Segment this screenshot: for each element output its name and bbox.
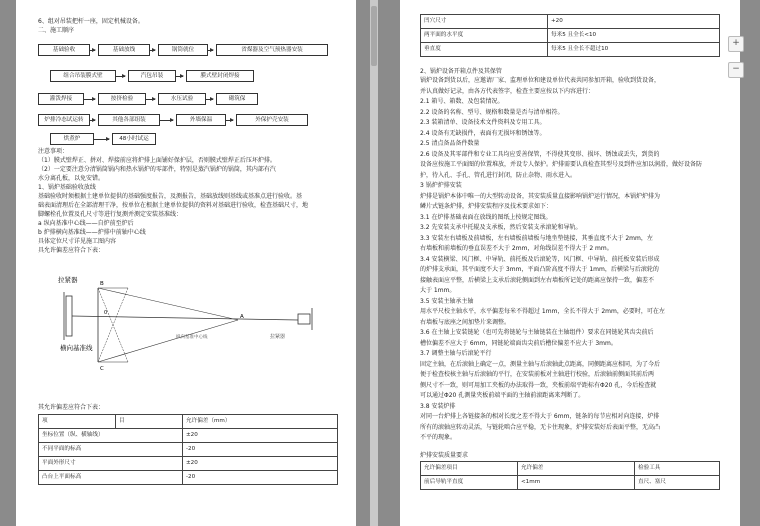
paragraph-line: 锅炉设备到货以后，应邀请厂家、监理单位和建设单位代表共同参加开箱，验收到货设备， (420, 77, 661, 84)
table-row (421, 29, 720, 43)
paragraph-line: 护，待入孔、手孔、管孔进行封闭，防止杂物、雨水进入。 (420, 171, 577, 179)
table-row (39, 471, 338, 485)
paragraph-line: 3.5 安装主轴承主轴 (420, 297, 474, 305)
document-page-left (16, 0, 356, 526)
paragraph-line: 固定主轴，在后滚轴上确定一点，测量主轴与后滚轴此点距离，同侧距离应相同，为了今后 (420, 360, 661, 368)
note-line: 水分离孔板，以免安错。 (38, 175, 105, 182)
table-cell: ±20 (183, 457, 338, 471)
flow-step-box: 省煤器及空气预热器安装 (216, 44, 328, 56)
label-puller-left: 拉紧器 (58, 276, 78, 284)
paragraph-line: 2.4 设备有无缺损件，表面有无损坏和锈蚀等。 (420, 129, 546, 137)
paragraph-line: 脚螺栓孔位置及孔尺寸等进行复测并测定安装基准线： (38, 211, 183, 218)
table-cell: -20 (183, 471, 338, 485)
scrollbar-thumb[interactable] (371, 6, 377, 66)
paragraph-line: 3 锅炉炉排安装 (420, 182, 462, 189)
flow-arrow (208, 50, 213, 51)
paragraph-line: 槽位偏差不应大于 6mm，同链轮端面齿尖前后槽位偏差不应大于 3mm。 (420, 339, 617, 347)
table-row (39, 457, 338, 471)
table-cell: ±20 (183, 429, 338, 443)
table-cell: 凹穴尺寸 (421, 15, 548, 29)
table-header-cell: 目 (116, 415, 183, 429)
table-cell: 不同平面的标高 (39, 443, 183, 457)
paragraph-line: 3.8 安装炉排 (420, 402, 456, 410)
table-header-row (39, 415, 338, 429)
flow-step-box: 基础验收 (38, 44, 90, 56)
paragraph-line: 对同一台炉排上各链接条的相对长度之差不得大于 6mm，链条的每节应相对向连接，炉排 (420, 413, 660, 420)
paragraph-line: 用水平尺校主轴水平，水平偏差每米不得超过 1mm，全长不得大于 2mm，必要时，可在左 (420, 308, 665, 315)
point-c-label: C (100, 366, 104, 372)
table-title: 炉排安装质量要求 (420, 452, 469, 459)
flow-step-box: 炉排冷态试运转 (38, 114, 90, 126)
point-o-label: 0 (104, 310, 108, 316)
paragraph-line: 2.5 清点备品备件数量 (420, 140, 480, 147)
zoom-in-button[interactable]: + (728, 36, 744, 52)
note-line: （2）一定要注意分清锅筒锅内和热水锅炉的零部件，特别是蒸汽锅炉的锅筒，其内部有汽 (38, 166, 276, 173)
section-heading: 二、施工顺序 (38, 27, 75, 34)
paragraph-line: 3.6 在主轴上安装链轮（也可先将链轮与主轴链装在主轴组件）要求在同链轮其齿尖前后 (420, 329, 654, 336)
notes-title: 注意事项： (38, 148, 69, 155)
table-header-cell: 项 (39, 415, 116, 429)
flow-arrow (116, 76, 125, 77)
table-cell: -20 (183, 443, 338, 457)
grate-quality-table (420, 461, 720, 490)
flow-arrow (176, 76, 183, 77)
table-row (421, 476, 720, 490)
table-header-cell: 允许偏差 (518, 462, 635, 476)
table-cell: 每米5 且全长<10 (548, 29, 720, 43)
paragraph-line: 便于检查校核主轴与后滚轴的平行，在安装前板对主轴进行校验，后滚轴前侧面其前后两 (420, 371, 655, 378)
note-line: （1）膜式壁焊正、拼对、焊接前应将炉排上面铺好保护层，否则膜式壁焊正后压坏炉排。 (38, 157, 276, 164)
tolerance-table-continued (420, 14, 720, 57)
table-cell: 垂直度 (421, 43, 548, 57)
section-title: 1、锅炉基础验收放线 (38, 184, 96, 191)
paragraph-line: 右墙板和前墙板的垂直误差不大于 2mm，对角线误差不得大于 2 mm。 (420, 245, 613, 252)
text-line: 6、组对吊装把杆一座，固定机械设备。 (38, 18, 144, 25)
paragraph-line: 3.2 先安装支承中托辊及支承板，然后安装支承滚轮和导轨。 (420, 224, 582, 231)
table-cell: 直尺、塞尺 (635, 476, 720, 490)
flow-step-box: 外墙保温 (176, 114, 226, 126)
flow-arrow (206, 99, 213, 100)
tolerance-table (38, 414, 338, 485)
flow-arrow (90, 50, 95, 51)
flow-arrow (94, 139, 109, 140)
section-title: 2、锅炉设备开箱点件及其保管 (420, 68, 502, 75)
paragraph-line: 具允许偏差应符合下表： (38, 247, 105, 254)
paragraph-line: 具体定位尺寸详见施工图内容 (38, 238, 117, 245)
paragraph-line: 基础验收时须根据土建单位提供的基础强度报告，及测报告，基础放线则基线或基准点进行验收。基 (38, 193, 303, 200)
flow-step-box: 组合吊装膜式壁 (50, 70, 116, 82)
baseline-diagram (38, 258, 338, 388)
paragraph-line: 3.7 调整主轴与后滚轮平行 (420, 350, 492, 357)
puller-right-block (298, 314, 310, 324)
flow-step-box: 外保护壳安装 (236, 114, 308, 126)
table-header-cell: 检验工具 (635, 462, 720, 476)
paragraph-line: 3.3 安装左右墙板及前墙板，左右墙板前墙板与地坐垫链接，其垂直度不大于 2mm，左 (420, 234, 653, 242)
paragraph-line: 2.6 设备及其零部件和专业工具均应妥善保管，不得使其变形、损坏、锈蚀或丢失，到货的 (420, 150, 660, 158)
paragraph-line: 大于 1mm。 (420, 287, 456, 294)
longitudinal-line (72, 316, 298, 320)
paragraph-line: 所有的滚轴应转动灵活，与链轮啮合应平稳，无卡住现象，炉排安装好后表面平整，无高凸 (420, 423, 661, 431)
puller-left-block (66, 296, 72, 336)
paragraph-line: 3.4 安装横梁、风门框、中导轨、前托板及后滚轮等，风门框、中导轨、前托板安装后形成 (420, 255, 660, 263)
table-cell: 平面外形尺寸 (39, 457, 183, 471)
flow-step-box: 按挤检验 (98, 93, 146, 105)
flow-step-box: 汽包吊装 (128, 70, 176, 82)
flow-step-box: 烘煮炉 (50, 133, 94, 145)
diagonal-ca (98, 320, 238, 362)
diagonal-ba (98, 288, 238, 320)
flow-arrow (160, 120, 173, 121)
paragraph-line: 并认真做好记录，由各方代表签字，检查主要应按以下内容进行： (420, 87, 595, 95)
paragraph-line: 鳞片式链条炉排，炉排安装程序及技术要求如下： (420, 203, 553, 210)
paragraph-line: 2.3 装箱清单、设备技术文件资料及专用工具。 (420, 119, 546, 126)
flow-step-box: 48小时试运 (112, 133, 156, 145)
flow-step-box: 膜式壁封闭焊接 (186, 70, 254, 82)
zoom-out-button[interactable]: − (728, 62, 744, 78)
table-cell: 坐标位置（纵、横轴线） (39, 429, 183, 443)
paragraph-line: 接触表面应平整，后横梁上支承后滚轮侧面到左右墙板所记处的距离应保持一致，偏差不 (420, 276, 655, 284)
table-cell: 两平面的水平度 (421, 29, 548, 43)
paragraph-line: 2.2 设备的名称、型号、规格和数量是否与清单相符。 (420, 108, 564, 116)
label-lateral: 横向基准线 (60, 344, 93, 352)
table-row (421, 15, 720, 29)
paragraph-line: 的炉排支承面，其平面度不大于 3mm，平面凸阶高度不得大于 1mm，后横梁与后滚轮的 (420, 266, 659, 273)
paragraph-line: 础表面清理后在全部清理干净，按单位在根据土建单位提供的资料对基础进行验收，检查基础尺寸，地 (38, 202, 309, 209)
flow-step-box: 锅筒就位 (158, 44, 208, 56)
point-a-label: A (240, 314, 244, 320)
paragraph-line: a 纵向基准中心线——自炉前至炉后 (38, 220, 134, 227)
flow-step-box: 砌筑保 (216, 93, 258, 105)
table-row (421, 43, 720, 57)
vertical-scrollbar[interactable] (370, 0, 378, 526)
flow-arrow (150, 50, 155, 51)
paragraph-line: 2.1 箱号、箱数、及包装情况。 (420, 98, 504, 105)
table-title: 其允许偏差应符合下表： (38, 404, 105, 411)
flow-arrow (90, 120, 95, 121)
paragraph-line: 侧尺寸不一致，则可用加工夹板的办法取得一致，夹板前端平距标有Φ20 孔，今后检查就 (420, 381, 657, 389)
paragraph-line: 3.1 在炉排基础表面在放线的图纸上按规定图线。 (420, 213, 552, 221)
table-header-row (421, 462, 720, 476)
document-page-right (400, 0, 740, 526)
table-cell: 每米5 且全长不超过10 (548, 43, 720, 57)
paragraph-line: 炉排是锅炉本体中唯一的大型转动设备，其安装质量直接影响锅炉运行情况，本锅炉炉排为 (420, 192, 661, 200)
flow-arrow (146, 99, 155, 100)
flow-step-box: 灌泼焊接 (38, 93, 84, 105)
paragraph-line: b 炉排横向基准线——炉排中前轴中心线 (38, 229, 146, 236)
label-longitudinal: 纵向基准中心线 (176, 335, 208, 340)
table-cell: 凸台上平面标高 (39, 471, 183, 485)
paragraph-line: 右墙板与底座之间加垫片来调整。 (420, 318, 511, 326)
flow-step-box: 基础放线 (98, 44, 150, 56)
table-cell: +20 (548, 15, 720, 29)
table-cell: 前后导轨平直度 (421, 476, 518, 490)
table-row (39, 429, 338, 443)
table-header-cell: 允许偏差项目 (421, 462, 518, 476)
flow-arrow (226, 120, 233, 121)
flow-arrow (84, 99, 95, 100)
paragraph-line: 可以通过Φ20 孔测量夹板前端平面的主轴前滚距离来判断了。 (420, 392, 585, 399)
table-row (39, 443, 338, 457)
table-header-cell: 允许偏差（mm） (183, 415, 338, 429)
flow-step-box: 水压试验 (158, 93, 206, 105)
paragraph-line: 不平的现象。 (420, 434, 457, 441)
label-puller-right: 拉紧器 (270, 334, 286, 340)
table-cell: <1mm (518, 476, 635, 490)
paragraph-line: 设备应按施工平面图的位置堆放，并设专人保护。炉排需要认真检查其型号及到件应加以润滑，做好设备防 (420, 161, 703, 168)
point-b-label: B (100, 281, 104, 287)
flow-step-box: 其他各部组装 (98, 114, 160, 126)
